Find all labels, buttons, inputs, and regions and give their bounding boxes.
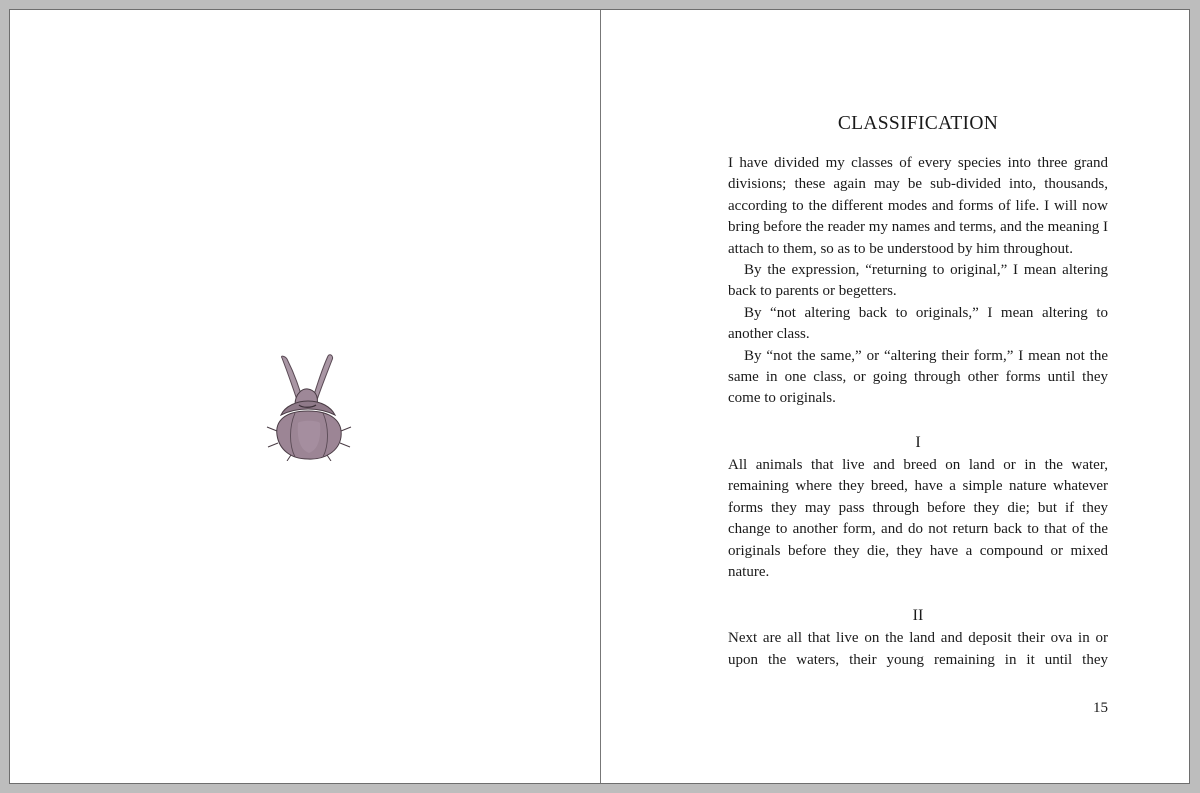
left-page — [10, 10, 600, 783]
section-paragraph-1: All animals that live and breed on land or in the water, remaining where they breed, have a simple nature whatever forms they may pass through before they die; but if they change to another form, and do not return back to that of the originals before they die, they have a compound or mixed nature. — [728, 456, 1108, 580]
section-heading-1: I — [915, 433, 921, 451]
section-paragraph-2: Next are all that live on the land and deposit their ova in or upon the waters, their young remaining in it until they — [728, 630, 1108, 668]
intro-paragraph-3: By “not altering back to originals,” I mean altering to another class. — [728, 304, 1108, 343]
intro-paragraph-4: By “not the same,” or “altering their form,” I mean not the same in one class, or going through other forms until they come to originals. — [728, 347, 1108, 407]
book-spread — [9, 9, 1190, 784]
chapter-title: CLASSIFICATION — [837, 113, 999, 134]
beetle-illustration — [255, 343, 365, 461]
page-text — [728, 112, 1108, 671]
page-number: 15 — [1093, 700, 1108, 716]
intro-paragraph-1: I have divided my classes of every species into three grand divisions; these again may be sub-divided into, thousands, according to the different modes and forms of life. I will now bring before the reader my names and terms, and the meaning I attach to them, so as to be understood by him throughout. — [728, 155, 1108, 257]
intro-paragraph-2: By the expression, “returning to original,” I mean altering back to parents or begetters. — [728, 262, 1108, 300]
section-heading-2: II — [912, 607, 924, 625]
right-page — [601, 10, 1189, 783]
